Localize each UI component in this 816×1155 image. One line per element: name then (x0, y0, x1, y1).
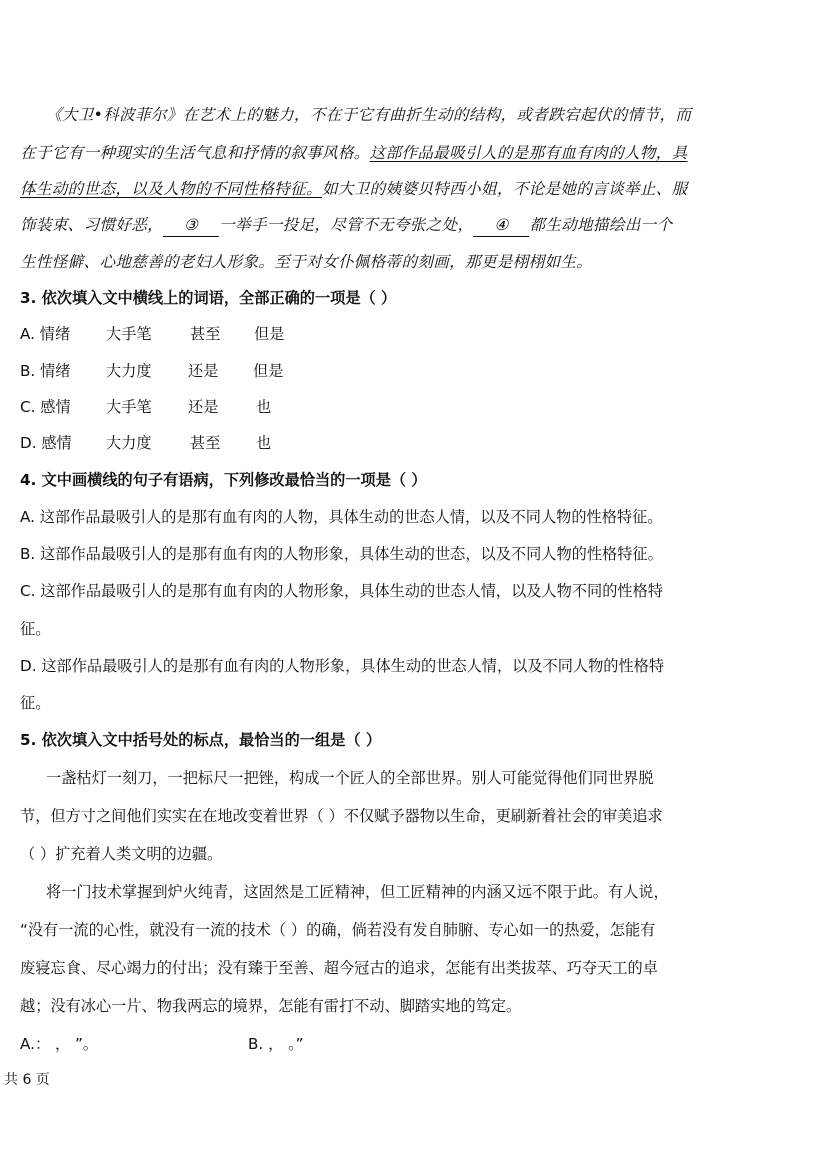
q5-passage-2-line-4: 越；没有冰心一片、物我两忘的境界，怎能有雷打不动、脚踏实地的笃定。 (20, 997, 522, 1015)
blank-3: ③ (163, 214, 219, 237)
question-5-stem: 5. 依次填入文中括号处的标点，最恰当的一组是（ ） (20, 731, 382, 749)
passage-line-2 (20, 142, 800, 164)
q4-option-b: B. 这部作品最吸引人的是那有血有肉的人物形象，具体生动的世态，以及不同人物的性格特征。 (20, 545, 663, 563)
passage-line-1: 《大卫•科波菲尔》在艺术上的魅力，不在于它有曲折生动的结构，或者跌宕起伏的情节，而 (46, 106, 692, 124)
passage-line-4 (20, 214, 800, 237)
q5-passage-1-line-3: （ ）扩充着人类文明的边疆。 (20, 845, 223, 863)
q4-option-d-line-1: D. 这部作品最吸引人的是那有血有肉的人物形象，具体生动的世态人情，以及不同人物的性格特 (20, 657, 665, 675)
blank-4: ④ (473, 214, 529, 237)
faulty-sentence-part-1: 这部作品最吸引人的是那有血有肉的人物，具 (369, 144, 688, 162)
q3-a-word2: 甚至 (190, 325, 221, 343)
q5-passage-2-line-2: “没有一流的心性，就没有一流的技术（ ）的确，倘若没有发自肺腑、专心如一的热爱，怎能有 (20, 921, 656, 939)
passage-line-4-c: 都生动地描绘出一个 (529, 216, 673, 234)
q3-b-label: B. 情绪 (20, 362, 71, 380)
q3-c-label: C. 感情 (20, 398, 71, 416)
q3-b-word2: 还是 (188, 362, 219, 380)
q5-passage-2-line-3: 废寝忘食、尽心竭力的付出；没有臻于至善、超今冠古的追求，怎能有出类拔萃、巧夺天工的卓 (20, 959, 658, 977)
q3-c-word2: 还是 (188, 398, 219, 416)
q3-d-word3: 也 (256, 434, 272, 452)
q4-option-d-line-2: 征。 (20, 694, 51, 712)
q4-option-c-line-2: 征。 (20, 620, 51, 638)
q5-option-b: B. ， 。” (248, 1035, 304, 1053)
faulty-sentence-part-2: 体生动的世态，以及人物的不同性格特征。 (20, 180, 322, 198)
q3-b-word1: 大力度 (106, 362, 152, 380)
q3-d-word2: 甚至 (190, 434, 221, 452)
q4-option-a: A. 这部作品最吸引人的是那有血有肉的人物，具体生动的世态人情，以及不同人物的性格特征。 (20, 508, 663, 526)
q3-c-word1: 大手笔 (106, 398, 152, 416)
q3-a-word1: 大手笔 (106, 325, 152, 343)
page-count-footer: 共 6 页 (4, 1072, 50, 1088)
q5-passage-1-line-2: 节，但方寸之间他们实实在在地改变着世界（ ）不仅赋予器物以生命，更刷新着社会的审美追求 (20, 807, 663, 825)
q3-b-word3: 但是 (253, 362, 284, 380)
q5-option-a: A.： ， ”。 (20, 1035, 99, 1053)
q5-passage-2-line-1: 将一门技术掌握到炉火纯青，这固然是工匠精神，但工匠精神的内涵又远不限于此。有人说， (46, 883, 669, 901)
passage-line-3-text: 如大卫的姨婆贝特西小姐，不论是她的言谈举止、服 (321, 180, 688, 198)
question-4-stem: 4. 文中画横线的句子有语病，下列修改最恰当的一项是（ ） (20, 471, 427, 489)
q5-passage-1-line-1: 一盏枯灯一刻刀，一把标尺一把锉，构成一个匠人的全部世界。别人可能觉得他们同世界脱 (46, 769, 654, 787)
q3-a-label: A. 情绪 (20, 325, 71, 343)
passage-line-4-a: 饰装束、习惯好恶， (20, 216, 164, 234)
q3-c-word3: 也 (256, 398, 272, 416)
question-3-stem: 3. 依次填入文中横线上的词语，全部正确的一项是（ ） (20, 289, 397, 307)
q3-d-word1: 大力度 (106, 434, 152, 452)
q3-a-word3: 但是 (254, 325, 285, 343)
q4-option-c-line-1: C. 这部作品最吸引人的是那有血有肉的人物形象，具体生动的世态人情，以及人物不同的性格特 (20, 582, 663, 600)
q3-d-label: D. 感情 (20, 434, 72, 452)
passage-line-5: 生性怪僻、心地慈善的老妇人形象。至于对女仆佩格蒂的刻画，那更是栩栩如生。 (20, 253, 593, 271)
passage-line-4-b: 一举手一投足，尽管不无夸张之处， (219, 216, 474, 234)
passage-line-2-text: 在于它有一种现实的生活气息和抒情的叙事风格。 (20, 144, 370, 162)
passage-line-3 (20, 178, 800, 200)
